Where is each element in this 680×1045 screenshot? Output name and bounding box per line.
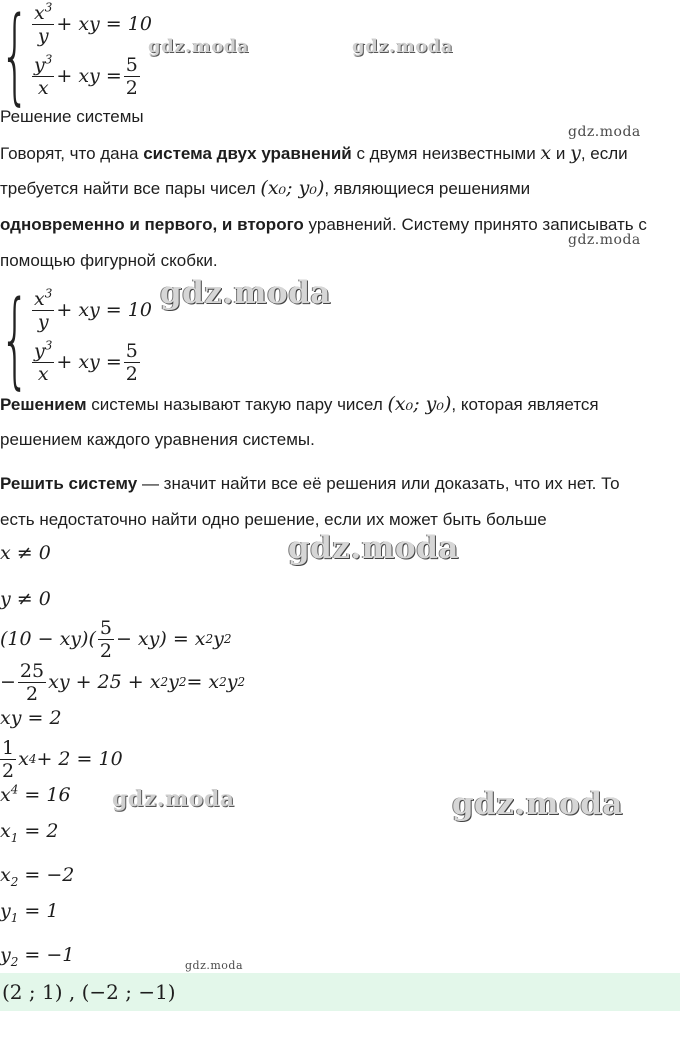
paragraph-line-4: помощью фигурной скобки. [0, 251, 218, 270]
step-expanded: − $\frac{25}{2}$ xy + 25 + x 2 y 2 = x 2 y 2 [0, 659, 246, 705]
step-y-nonzero: y ≠ 0 [0, 588, 51, 610]
watermark: gdz.moda [185, 959, 244, 972]
system-brace-middle: { [0, 278, 30, 400]
watermark: gdz.moda [148, 36, 249, 57]
definition-line-2: решением каждого уравнения системы. [0, 430, 315, 449]
definition-line-3: Решить систему — значит найти все её решения или доказать, что их нет. То [0, 474, 620, 493]
step-x4-equals-16: $x^4 = 16$ [0, 782, 71, 806]
definition-line-4: есть недостаточно найти одно решение, если их может быть больше [0, 510, 547, 529]
system1-equation1: $\frac{x^3}{y}$ + xy = 10 [34, 0, 152, 47]
paragraph-line-2: требуется найти все пары чисел (x₀; y₀), являющиеся решениями [0, 177, 531, 199]
watermark: gdz.moda [352, 36, 453, 57]
system2-equation1: $\frac{x^3}{y}$ + xy = 10 [34, 286, 152, 333]
step-half-x4: $\frac{1}{2}$ x 4 + 2 = 10 [2, 736, 123, 782]
step-y1: $y_1 = 1$ [0, 900, 59, 925]
step-x2: $x_2 = -2$ [0, 864, 75, 889]
watermark: gdz.moda [568, 232, 641, 248]
watermark: gdz.moda [568, 124, 641, 140]
paragraph-line-3: одновременно и первого, и второго уравнений. Систему принято записывать с [0, 215, 647, 234]
system2-equation2: $\frac{y^3}{x}$ + xy = $\frac{5}{2}$ [34, 338, 138, 385]
step-x-nonzero: x ≠ 0 [0, 542, 51, 564]
system1-equation2: $\frac{y^3}{x}$ + xy = $\frac{5}{2}$ [34, 52, 138, 99]
watermark: gdz.moda [452, 786, 623, 822]
answer-box [0, 973, 680, 1011]
watermark: gdz.moda [288, 530, 459, 566]
step-x1: $x_1 = 2$ [0, 820, 59, 845]
system-brace-top: { [0, 0, 30, 116]
definition-line-1: Решением системы называют такую пару чисел (x₀; y₀), которая является [0, 393, 599, 415]
section-title: Решение системы [0, 107, 144, 126]
paragraph-line-1: Говорят, что дана система двух уравнений с двумя неизвестными x и y, если [0, 142, 628, 164]
step-y2: $y_2 = -1$ [0, 944, 75, 969]
answer-text: (2 ; 1) , (−2 ; −1) [2, 980, 176, 1004]
watermark: gdz.moda [160, 275, 331, 311]
step-product: (10 − xy)( $\frac{5}{2}$ − xy) = x 2 y 2 [0, 616, 232, 662]
step-xy-equals-2: xy = 2 [0, 707, 62, 729]
watermark: gdz.moda [112, 786, 235, 812]
